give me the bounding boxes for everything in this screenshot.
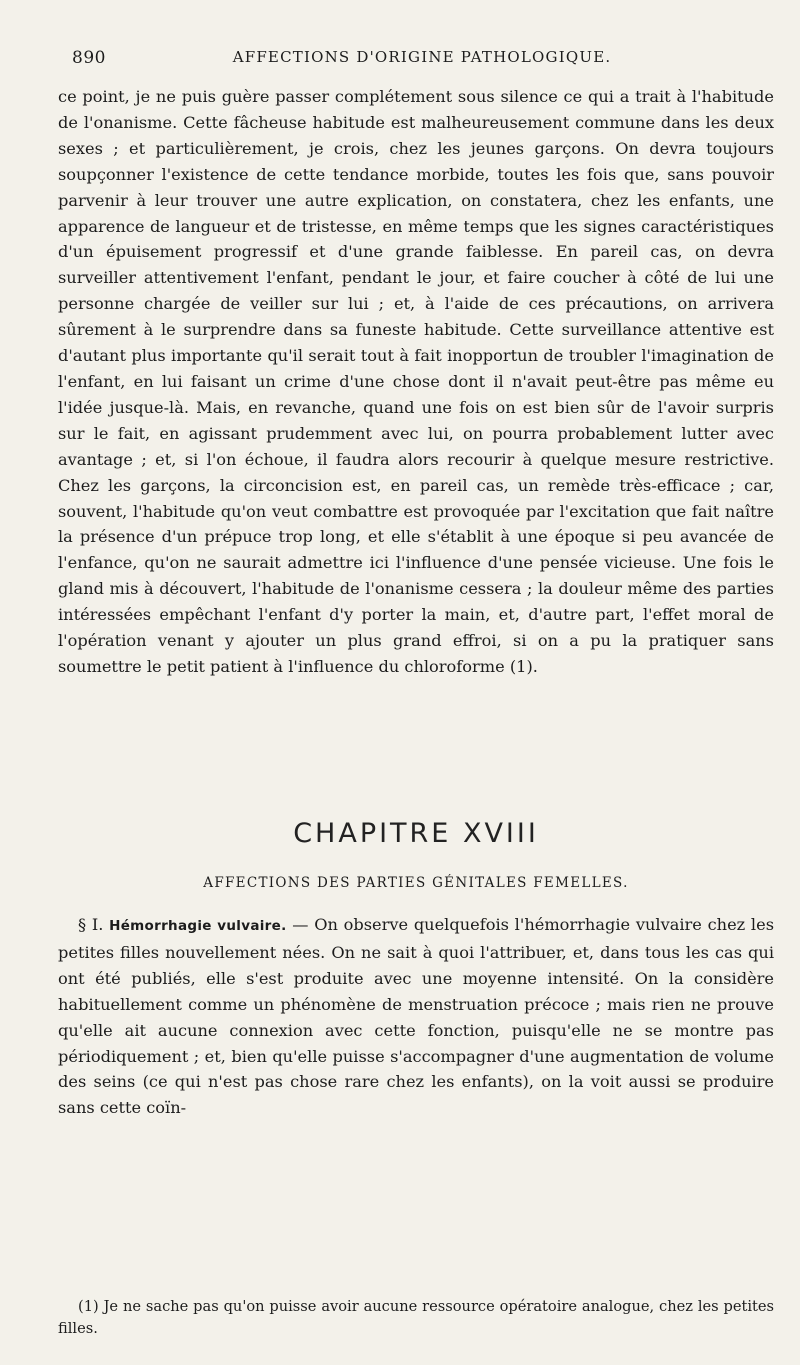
page-number: 890 xyxy=(72,48,106,68)
body-text xyxy=(58,84,774,680)
chapter-heading xyxy=(58,818,774,891)
section-paragraph xyxy=(58,912,774,1121)
section-number: § I. xyxy=(78,915,104,934)
footnote-marker: (1) xyxy=(78,1298,99,1315)
section-heading: Hémorrhagie vulvaire. xyxy=(109,918,287,934)
footnote xyxy=(58,1296,774,1340)
running-title: AFFECTIONS D'ORIGINE PATHOLOGIQUE. xyxy=(232,48,612,66)
footnote-text: Je ne sache pas qu'on puisse avoir aucune ressource opératoire analogue, chez les petites filles. xyxy=(58,1298,774,1337)
section-text: — On observe quelquefois l'hémorrhagie vulvaire chez les petites filles nouvellement nées. On ne sait à quoi l'attribuer, et, dans tous les cas qui ont été publiés, elle s'est produite avec une moyenne intensité. On la considère habituellement comme un phénomène de menstruation précoce ; mais rien ne prouve qu'elle ait aucune connexion avec cette fonction, puisqu'elle ne se montre pas périodiquement ; et, bien qu'elle puisse s'accompagner d'une augmentation de volume des seins (ce qui n'est pas chose rare chez les enfants), on la voit aussi se produire sans cette coïn- xyxy=(58,915,774,1118)
chapter-title: CHAPITRE XVIII xyxy=(293,818,539,849)
running-head xyxy=(72,48,772,72)
chapter-subtitle: AFFECTIONS DES PARTIES GÉNITALES FEMELLES. xyxy=(203,875,629,891)
section-hemorrhagie xyxy=(58,912,774,1121)
footnote-paragraph xyxy=(58,1296,774,1340)
body-paragraph: ce point, je ne puis guère passer complétement sous silence ce qui a trait à l'habitude de l'onanisme. Cette fâcheuse habitude est malheureusement commune dans les deux sexes ; et particulièrement, je crois, chez les jeunes garçons. On devra toujours soupçonner l'existence de cette tendance morbide, toutes les fois que, sans pouvoir parvenir à leur trouver une autre explication, on constatera, chez les enfants, une apparence de langueur et de tristesse, en même temps que les signes caractéristiques d'un épuisement progressif et d'une grande faiblesse. En pareil cas, on devra surveiller attentivement l'enfant, pendant le jour, et faire coucher à côté de lui une personne chargée de veiller sur lui ; et, à l'aide de ces précautions, on arrivera sûrement à le surprendre dans sa funeste habitude. Cette surveillance attentive est d'autant plus importante qu'il serait tout à fait inopportun de troubler l'imagination de l'enfant, en lui faisant un crime d'une chose dont il n'avait peut-être pas même eu l'idée jusque-là. Mais, en revanche, quand une fois on est bien sûr de l'avoir surpris sur le fait, en agissant prudemment avec lui, on pourra probablement lutter avec avantage ; et, si l'on échoue, il faudra alors recourir à quelque mesure restrictive. Chez les garçons, la circoncision est, en pareil cas, un remède très-efficace ; car, souvent, l'habitude qu'on veut combattre est provoquée par l'excitation que fait naître la présence d'un prépuce trop long, et elle s'établit à une époque si peu avancée de l'enfance, qu'on ne saurait admettre ici l'influence d'une pensée vicieuse. Une fois le gland mis à découvert, l'habitude de l'onanisme cessera ; la douleur même des parties intéressées empêchant l'enfant d'y porter la main, et, d'autre part, l'effet moral de l'opération venant y ajouter un plus grand effroi, si on a pu la pratiquer sans soumettre le petit patient à l'influence du chloroforme (1). xyxy=(58,87,774,676)
